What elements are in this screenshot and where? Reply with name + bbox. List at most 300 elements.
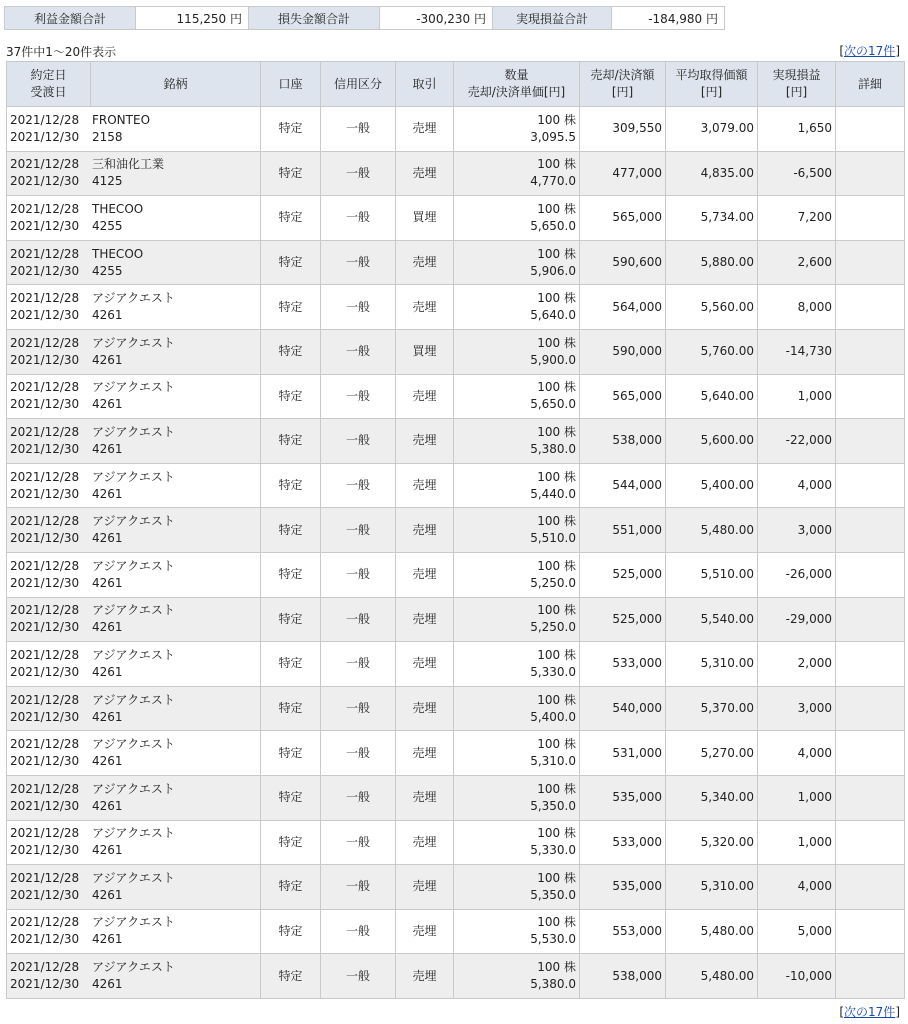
credit-type: 一般 bbox=[321, 463, 396, 508]
stock-code: 4261 bbox=[92, 932, 123, 947]
table-row bbox=[7, 820, 905, 865]
settle-price: 5,510.0 bbox=[530, 531, 576, 546]
date-stock-cell bbox=[7, 196, 261, 241]
profit-total-label: 利益金額合計 bbox=[5, 7, 136, 30]
bracket-open: [ bbox=[839, 44, 845, 58]
quantity-price-cell bbox=[454, 597, 580, 642]
trade-date: 2021/12/28 bbox=[10, 960, 80, 975]
quantity-price-cell bbox=[454, 642, 580, 687]
stock-name: アジアクエスト bbox=[92, 514, 175, 529]
stock-name: アジアクエスト bbox=[92, 737, 175, 752]
header-qty-label: 数量 bbox=[504, 68, 529, 82]
detail-cell bbox=[836, 508, 905, 553]
credit-type: 一般 bbox=[321, 329, 396, 374]
trade-date: 2021/12/28 bbox=[10, 201, 80, 216]
avg-cost: 5,540.00 bbox=[666, 597, 758, 642]
trade-type: 売埋 bbox=[396, 240, 454, 285]
trade-date: 2021/12/28 bbox=[10, 870, 80, 885]
settle-date: 2021/12/30 bbox=[10, 664, 80, 679]
detail-cell bbox=[836, 954, 905, 999]
loss-total-label: 損失金額合計 bbox=[249, 7, 380, 30]
trade-type: 売埋 bbox=[396, 508, 454, 553]
trade-type: 売埋 bbox=[396, 865, 454, 910]
header-trade-date: 約定日 bbox=[30, 68, 67, 82]
stock-code: 4261 bbox=[92, 441, 123, 456]
settle-price: 5,380.0 bbox=[530, 441, 576, 456]
stock-code: 4261 bbox=[92, 709, 123, 724]
settle-price: 5,640.0 bbox=[530, 308, 576, 323]
trade-date: 2021/12/28 bbox=[10, 558, 80, 573]
header-price-label: 売却/決済単価[円] bbox=[467, 85, 566, 99]
avg-cost: 5,734.00 bbox=[666, 196, 758, 241]
account-type: 特定 bbox=[261, 642, 321, 687]
account-type: 特定 bbox=[261, 597, 321, 642]
header-pnl bbox=[758, 62, 836, 107]
avg-cost: 5,370.00 bbox=[666, 686, 758, 731]
settle-amount: 531,000 bbox=[580, 731, 666, 776]
quantity-price-cell bbox=[454, 240, 580, 285]
credit-type: 一般 bbox=[321, 597, 396, 642]
quantity: 100 株 bbox=[537, 603, 576, 618]
settle-amount: 525,000 bbox=[580, 552, 666, 597]
table-row bbox=[7, 954, 905, 999]
detail-cell bbox=[836, 775, 905, 820]
stock-name: アジアクエスト bbox=[92, 291, 175, 306]
quantity: 100 株 bbox=[537, 112, 576, 127]
stock-name: アジアクエスト bbox=[92, 781, 175, 796]
quantity-price-cell bbox=[454, 775, 580, 820]
date-stock-cell bbox=[7, 865, 261, 910]
realized-pnl: 2,000 bbox=[758, 642, 836, 687]
avg-cost: 5,480.00 bbox=[666, 508, 758, 553]
realized-pnl: 2,600 bbox=[758, 240, 836, 285]
stock-name: アジアクエスト bbox=[92, 380, 175, 395]
table-row bbox=[7, 151, 905, 196]
quantity: 100 株 bbox=[537, 915, 576, 930]
stock-code: 4255 bbox=[92, 263, 123, 278]
realized-pnl: 4,000 bbox=[758, 865, 836, 910]
quantity-price-cell bbox=[454, 329, 580, 374]
table-row bbox=[7, 107, 905, 152]
settle-date: 2021/12/30 bbox=[10, 932, 80, 947]
account-type: 特定 bbox=[261, 552, 321, 597]
realized-pnl: 3,000 bbox=[758, 686, 836, 731]
trade-type: 売埋 bbox=[396, 686, 454, 731]
settle-date: 2021/12/30 bbox=[10, 531, 80, 546]
date-stock-cell bbox=[7, 686, 261, 731]
account-type: 特定 bbox=[261, 463, 321, 508]
stock-name: アジアクエスト bbox=[92, 558, 175, 573]
quantity-price-cell bbox=[454, 731, 580, 776]
trade-date: 2021/12/28 bbox=[10, 915, 80, 930]
date-stock-cell bbox=[7, 954, 261, 999]
trade-type: 売埋 bbox=[396, 597, 454, 642]
table-row bbox=[7, 285, 905, 330]
settle-date: 2021/12/30 bbox=[10, 843, 80, 858]
trade-type: 売埋 bbox=[396, 642, 454, 687]
quantity: 100 株 bbox=[537, 781, 576, 796]
date-stock-cell bbox=[7, 731, 261, 776]
trade-type: 売埋 bbox=[396, 285, 454, 330]
trade-date: 2021/12/28 bbox=[10, 647, 80, 662]
stock-name: FRONTEO bbox=[92, 112, 151, 127]
avg-cost: 5,310.00 bbox=[666, 865, 758, 910]
header-pnl-label: 実現損益 bbox=[772, 68, 821, 82]
credit-type: 一般 bbox=[321, 285, 396, 330]
detail-cell bbox=[836, 285, 905, 330]
avg-cost: 5,400.00 bbox=[666, 463, 758, 508]
avg-cost: 5,340.00 bbox=[666, 775, 758, 820]
stock-code: 4261 bbox=[92, 977, 123, 992]
avg-cost: 5,310.00 bbox=[666, 642, 758, 687]
header-stock: 銘柄 bbox=[91, 62, 261, 107]
quantity: 100 株 bbox=[537, 826, 576, 841]
settle-price: 5,380.0 bbox=[530, 977, 576, 992]
trade-date: 2021/12/28 bbox=[10, 469, 80, 484]
detail-cell bbox=[836, 909, 905, 954]
quantity: 100 株 bbox=[537, 246, 576, 261]
settle-price: 5,250.0 bbox=[530, 620, 576, 635]
realized-pnl: 4,000 bbox=[758, 463, 836, 508]
avg-cost: 3,079.00 bbox=[666, 107, 758, 152]
quantity: 100 株 bbox=[537, 291, 576, 306]
date-stock-cell bbox=[7, 151, 261, 196]
trade-type: 売埋 bbox=[396, 419, 454, 464]
settle-date: 2021/12/30 bbox=[10, 575, 80, 590]
settle-amount: 533,000 bbox=[580, 642, 666, 687]
settle-date: 2021/12/30 bbox=[10, 352, 80, 367]
realized-pnl: -29,000 bbox=[758, 597, 836, 642]
table-row bbox=[7, 865, 905, 910]
account-type: 特定 bbox=[261, 151, 321, 196]
header-credit: 信用区分 bbox=[321, 62, 396, 107]
quantity-price-cell bbox=[454, 196, 580, 241]
settle-price: 5,400.0 bbox=[530, 709, 576, 724]
quantity-price-cell bbox=[454, 820, 580, 865]
quantity-price-cell bbox=[454, 463, 580, 508]
trade-type: 売埋 bbox=[396, 151, 454, 196]
account-type: 特定 bbox=[261, 196, 321, 241]
table-row bbox=[7, 508, 905, 553]
table-row bbox=[7, 419, 905, 464]
credit-type: 一般 bbox=[321, 820, 396, 865]
stock-code: 4255 bbox=[92, 218, 123, 233]
settle-amount: 590,600 bbox=[580, 240, 666, 285]
trade-date: 2021/12/28 bbox=[10, 781, 80, 796]
quantity-price-cell bbox=[454, 285, 580, 330]
detail-cell bbox=[836, 642, 905, 687]
settle-price: 5,310.0 bbox=[530, 754, 576, 769]
settle-date: 2021/12/30 bbox=[10, 887, 80, 902]
quantity: 100 株 bbox=[537, 647, 576, 662]
realized-pnl: 1,650 bbox=[758, 107, 836, 152]
quantity-price-cell bbox=[454, 151, 580, 196]
result-count-caption: 37件中1～20件表示 bbox=[6, 45, 117, 59]
trade-type: 売埋 bbox=[396, 374, 454, 419]
settle-amount: 590,000 bbox=[580, 329, 666, 374]
settle-price: 5,330.0 bbox=[530, 843, 576, 858]
avg-cost: 4,835.00 bbox=[666, 151, 758, 196]
table-row bbox=[7, 196, 905, 241]
stock-name: アジアクエスト bbox=[92, 870, 175, 885]
header-avg-cost bbox=[666, 62, 758, 107]
account-type: 特定 bbox=[261, 374, 321, 419]
table-row bbox=[7, 731, 905, 776]
table-row bbox=[7, 775, 905, 820]
detail-cell bbox=[836, 419, 905, 464]
credit-type: 一般 bbox=[321, 731, 396, 776]
stock-name: アジアクエスト bbox=[92, 960, 175, 975]
settle-amount: 535,000 bbox=[580, 775, 666, 820]
settle-amount: 533,000 bbox=[580, 820, 666, 865]
date-stock-cell bbox=[7, 463, 261, 508]
settle-date: 2021/12/30 bbox=[10, 308, 80, 323]
settle-date: 2021/12/30 bbox=[10, 754, 80, 769]
realized-pnl: -22,000 bbox=[758, 419, 836, 464]
settle-price: 3,095.5 bbox=[530, 129, 576, 144]
detail-cell bbox=[836, 107, 905, 152]
header-dates bbox=[7, 62, 91, 107]
settle-amount: 544,000 bbox=[580, 463, 666, 508]
credit-type: 一般 bbox=[321, 196, 396, 241]
date-stock-cell bbox=[7, 642, 261, 687]
avg-cost: 5,560.00 bbox=[666, 285, 758, 330]
table-row bbox=[7, 329, 905, 374]
table-header-row bbox=[7, 62, 905, 107]
date-stock-cell bbox=[7, 285, 261, 330]
settle-amount: 565,000 bbox=[580, 196, 666, 241]
settle-date: 2021/12/30 bbox=[10, 441, 80, 456]
settle-price: 5,906.0 bbox=[530, 263, 576, 278]
settle-amount: 525,000 bbox=[580, 597, 666, 642]
stock-code: 4125 bbox=[92, 174, 123, 189]
detail-cell bbox=[836, 240, 905, 285]
stock-name: アジアクエスト bbox=[92, 335, 175, 350]
table-row bbox=[7, 642, 905, 687]
stock-code: 4261 bbox=[92, 754, 123, 769]
settle-price: 4,770.0 bbox=[530, 174, 576, 189]
trade-date: 2021/12/28 bbox=[10, 157, 80, 172]
stock-name: 三和油化工業 bbox=[92, 157, 165, 172]
header-quantity bbox=[454, 62, 580, 107]
header-pnl-unit: [円] bbox=[785, 85, 808, 99]
trade-type: 買埋 bbox=[396, 329, 454, 374]
pagination-bottom bbox=[839, 1003, 900, 1020]
quantity: 100 株 bbox=[537, 960, 576, 975]
stock-code: 4261 bbox=[92, 620, 123, 635]
trade-type: 買埋 bbox=[396, 196, 454, 241]
quantity-price-cell bbox=[454, 909, 580, 954]
credit-type: 一般 bbox=[321, 775, 396, 820]
detail-cell bbox=[836, 820, 905, 865]
settle-date: 2021/12/30 bbox=[10, 218, 80, 233]
header-avg-unit: [円] bbox=[700, 85, 723, 99]
trade-date: 2021/12/28 bbox=[10, 514, 80, 529]
account-type: 特定 bbox=[261, 820, 321, 865]
account-type: 特定 bbox=[261, 865, 321, 910]
trade-date: 2021/12/28 bbox=[10, 335, 80, 350]
account-type: 特定 bbox=[261, 240, 321, 285]
avg-cost: 5,480.00 bbox=[666, 909, 758, 954]
credit-type: 一般 bbox=[321, 954, 396, 999]
settle-date: 2021/12/30 bbox=[10, 486, 80, 501]
stock-code: 4261 bbox=[92, 887, 123, 902]
quantity: 100 株 bbox=[537, 424, 576, 439]
header-amount bbox=[580, 62, 666, 107]
trade-date: 2021/12/28 bbox=[10, 692, 80, 707]
quantity-price-cell bbox=[454, 419, 580, 464]
pagination-top bbox=[839, 42, 900, 59]
stock-code: 4261 bbox=[92, 664, 123, 679]
header-trade: 取引 bbox=[396, 62, 454, 107]
profit-total-value: 115,250 円 bbox=[136, 7, 249, 30]
header-amount-label: 売却/決済額 bbox=[590, 68, 655, 82]
detail-cell bbox=[836, 463, 905, 508]
realized-pnl: 4,000 bbox=[758, 731, 836, 776]
trade-date: 2021/12/28 bbox=[10, 112, 80, 127]
detail-cell bbox=[836, 552, 905, 597]
stock-code: 4261 bbox=[92, 486, 123, 501]
detail-cell bbox=[836, 865, 905, 910]
credit-type: 一般 bbox=[321, 419, 396, 464]
quantity: 100 株 bbox=[537, 692, 576, 707]
header-avg-label: 平均取得価額 bbox=[675, 68, 748, 82]
credit-type: 一般 bbox=[321, 552, 396, 597]
table-row bbox=[7, 463, 905, 508]
trade-type: 売埋 bbox=[396, 731, 454, 776]
settle-amount: 477,000 bbox=[580, 151, 666, 196]
avg-cost: 5,760.00 bbox=[666, 329, 758, 374]
quantity-price-cell bbox=[454, 865, 580, 910]
settle-price: 5,440.0 bbox=[530, 486, 576, 501]
detail-cell bbox=[836, 731, 905, 776]
table-row bbox=[7, 597, 905, 642]
next-page-link-top[interactable]: 次の17件 bbox=[844, 44, 896, 58]
trade-type: 売埋 bbox=[396, 909, 454, 954]
settle-amount: 564,000 bbox=[580, 285, 666, 330]
table-row bbox=[7, 909, 905, 954]
table-row bbox=[7, 240, 905, 285]
trade-type: 売埋 bbox=[396, 820, 454, 865]
credit-type: 一般 bbox=[321, 240, 396, 285]
settle-amount: 540,000 bbox=[580, 686, 666, 731]
header-account: 口座 bbox=[261, 62, 321, 107]
summary-row bbox=[5, 7, 725, 30]
stock-code: 4261 bbox=[92, 798, 123, 813]
account-type: 特定 bbox=[261, 285, 321, 330]
quantity: 100 株 bbox=[537, 514, 576, 529]
quantity: 100 株 bbox=[537, 335, 576, 350]
realized-pnl: -6,500 bbox=[758, 151, 836, 196]
stock-code: 4261 bbox=[92, 575, 123, 590]
settle-price: 5,650.0 bbox=[530, 218, 576, 233]
date-stock-cell bbox=[7, 508, 261, 553]
stock-name: アジアクエスト bbox=[92, 647, 175, 662]
quantity-price-cell bbox=[454, 686, 580, 731]
settle-date: 2021/12/30 bbox=[10, 397, 80, 412]
account-type: 特定 bbox=[261, 686, 321, 731]
settle-amount: 551,000 bbox=[580, 508, 666, 553]
bracket-close: ] bbox=[895, 44, 900, 58]
trade-history-table bbox=[6, 61, 905, 999]
credit-type: 一般 bbox=[321, 374, 396, 419]
trade-date: 2021/12/28 bbox=[10, 737, 80, 752]
account-type: 特定 bbox=[261, 775, 321, 820]
stock-code: 4261 bbox=[92, 308, 123, 323]
realized-pnl: 5,000 bbox=[758, 909, 836, 954]
settle-price: 5,350.0 bbox=[530, 887, 576, 902]
settle-amount: 553,000 bbox=[580, 909, 666, 954]
realized-pnl: -14,730 bbox=[758, 329, 836, 374]
quantity-price-cell bbox=[454, 552, 580, 597]
credit-type: 一般 bbox=[321, 686, 396, 731]
realized-pnl: 1,000 bbox=[758, 374, 836, 419]
account-type: 特定 bbox=[261, 731, 321, 776]
date-stock-cell bbox=[7, 329, 261, 374]
trade-date: 2021/12/28 bbox=[10, 603, 80, 618]
stock-code: 4261 bbox=[92, 352, 123, 367]
trade-type: 売埋 bbox=[396, 552, 454, 597]
realized-pnl: -26,000 bbox=[758, 552, 836, 597]
realized-total-value: -184,980 円 bbox=[612, 7, 725, 30]
avg-cost: 5,880.00 bbox=[666, 240, 758, 285]
header-detail: 詳細 bbox=[836, 62, 905, 107]
date-stock-cell bbox=[7, 909, 261, 954]
summary-table bbox=[4, 6, 725, 30]
credit-type: 一般 bbox=[321, 151, 396, 196]
realized-pnl: 7,200 bbox=[758, 196, 836, 241]
realized-total-label: 実現損益合計 bbox=[493, 7, 612, 30]
avg-cost: 5,270.00 bbox=[666, 731, 758, 776]
table-row bbox=[7, 686, 905, 731]
trade-type: 売埋 bbox=[396, 107, 454, 152]
trade-type: 売埋 bbox=[396, 954, 454, 999]
stock-name: THECOO bbox=[92, 201, 144, 216]
quantity: 100 株 bbox=[537, 469, 576, 484]
stock-name: アジアクエスト bbox=[92, 692, 175, 707]
avg-cost: 5,510.00 bbox=[666, 552, 758, 597]
stock-name: アジアクエスト bbox=[92, 915, 175, 930]
settle-date: 2021/12/30 bbox=[10, 174, 80, 189]
date-stock-cell bbox=[7, 374, 261, 419]
date-stock-cell bbox=[7, 552, 261, 597]
avg-cost: 5,480.00 bbox=[666, 954, 758, 999]
date-stock-cell bbox=[7, 820, 261, 865]
settle-amount: 535,000 bbox=[580, 865, 666, 910]
trade-date: 2021/12/28 bbox=[10, 291, 80, 306]
quantity-price-cell bbox=[454, 107, 580, 152]
settle-amount: 538,000 bbox=[580, 954, 666, 999]
detail-cell bbox=[836, 597, 905, 642]
quantity: 100 株 bbox=[537, 558, 576, 573]
realized-pnl: -10,000 bbox=[758, 954, 836, 999]
next-page-link-bottom[interactable]: 次の17件 bbox=[844, 1005, 896, 1019]
realized-pnl: 1,000 bbox=[758, 775, 836, 820]
credit-type: 一般 bbox=[321, 909, 396, 954]
detail-cell bbox=[836, 374, 905, 419]
settle-price: 5,530.0 bbox=[530, 932, 576, 947]
detail-cell bbox=[836, 329, 905, 374]
settle-amount: 309,550 bbox=[580, 107, 666, 152]
account-type: 特定 bbox=[261, 107, 321, 152]
settle-date: 2021/12/30 bbox=[10, 263, 80, 278]
trade-type: 売埋 bbox=[396, 463, 454, 508]
realized-pnl: 3,000 bbox=[758, 508, 836, 553]
date-stock-cell bbox=[7, 775, 261, 820]
settle-price: 5,900.0 bbox=[530, 352, 576, 367]
date-stock-cell bbox=[7, 597, 261, 642]
credit-type: 一般 bbox=[321, 508, 396, 553]
